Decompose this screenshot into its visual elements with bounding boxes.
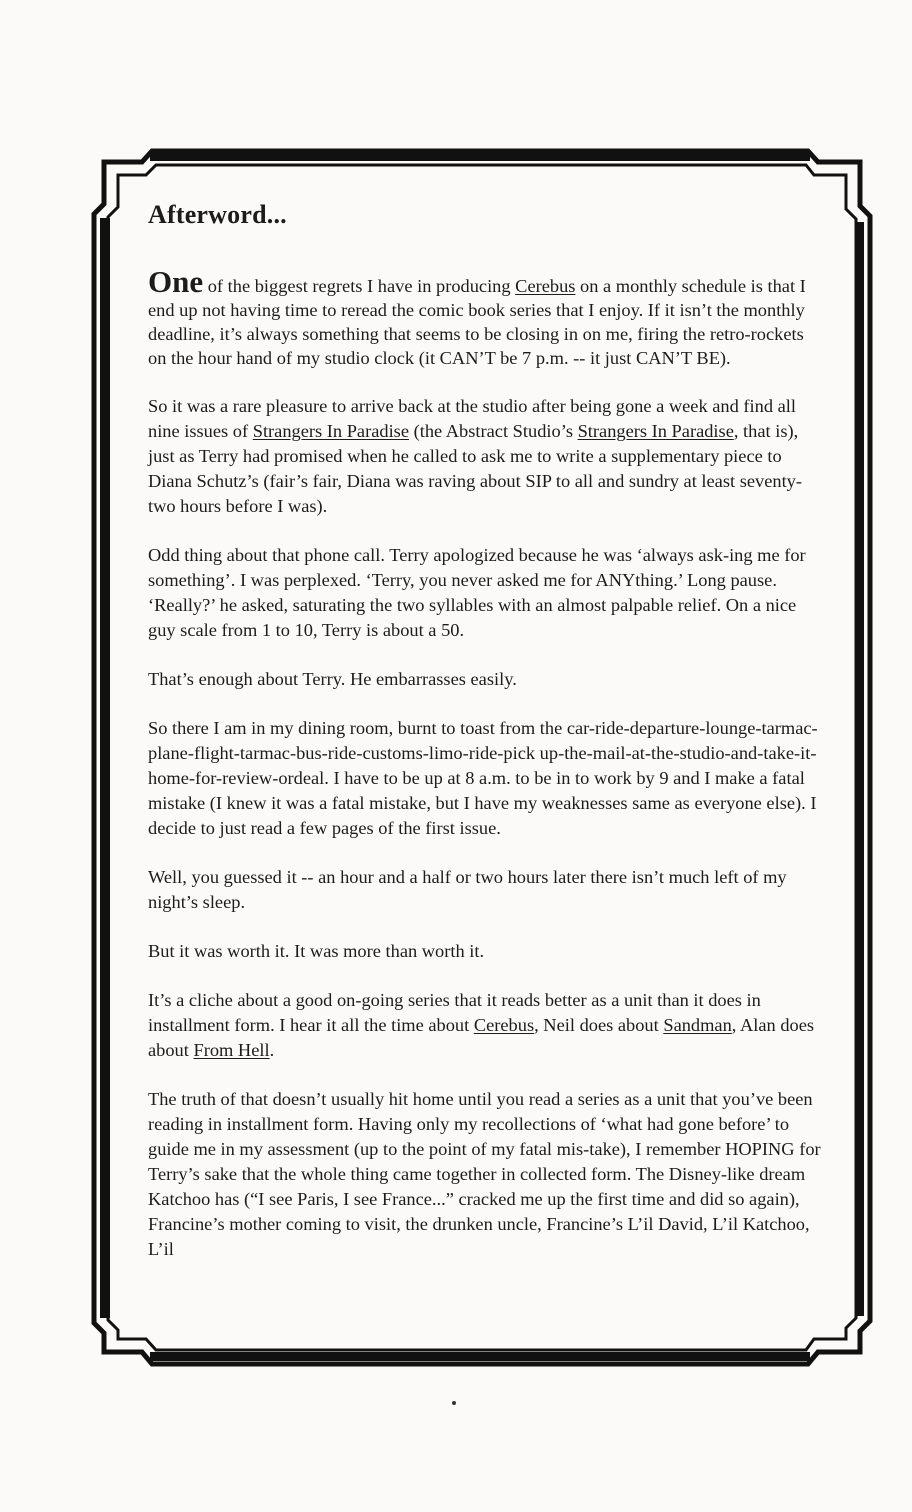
underlined-title: From Hell — [193, 1040, 270, 1060]
text-run: (the Abstract Studio’s — [409, 421, 578, 441]
text-run: , Alan does about — [148, 1015, 815, 1060]
paragraph — [148, 988, 826, 1063]
page-speck — [452, 1401, 456, 1405]
text-run: That’s enough about Terry. He embarrasses easily. — [148, 669, 517, 689]
afterword-body — [148, 264, 826, 1262]
text-run: , that is), just as Terry had promised when he called to ask me to write a supplementary piece to Diana Schutz’s (fair’s fair, Diana was raving about SIP to all and sundry at least seventy-two hours before I was). — [148, 421, 802, 516]
text-run: But it was worth it. It was more than worth it. — [148, 941, 485, 961]
paragraph — [148, 939, 826, 964]
text-run: The truth of that doesn’t usually hit home until you read a series as a unit that you’ve been reading in installment form. Having only my recollections of ‘what had gone before’ to guide me in my assessment (up to the point of my fatal mis-take), I remember HOPING for Terry’s sake that the whole thing came together in collected form. The Disney-like dream Katchoo has (“I see Paris, I see France...” cracked me up the first time and did so again), Francine’s mother coming to visit, the drunken uncle, Francine’s L’il David, L’il Katchoo, L’il — [148, 1089, 821, 1259]
paragraph — [148, 264, 826, 370]
underlined-title: Sandman — [663, 1015, 732, 1035]
paragraph — [148, 394, 826, 519]
text-run: So there I am in my dining room, burnt to toast from the car-ride-departure-lounge-tarmac-plane-flight-tarmac-bus-ride-customs-limo-ride-pick up-the-mail-at-the-studio-and-take-it-home-for-review-ordeal. I have to be up at 8 a.m. to be in to work by 9 and I make a fatal mistake (I knew it was a fatal mistake, but I have my weaknesses same as everyone else). I decide to just read a few pages of the first issue. — [148, 718, 818, 838]
underlined-title: Strangers In Paradise — [577, 421, 734, 441]
paragraph — [148, 1087, 826, 1262]
text-run: Well, you guessed it -- an hour and a half or two hours later there isn’t much left of my night’s sleep. — [148, 867, 787, 912]
underlined-title: Cerebus — [473, 1015, 535, 1035]
underlined-title: Cerebus — [515, 276, 576, 296]
text-run: . — [269, 1040, 275, 1060]
afterword-text-block — [148, 200, 826, 1286]
paragraph — [148, 716, 826, 841]
page-title: Afterword... — [148, 200, 287, 229]
paragraph — [148, 543, 826, 643]
lead-word: One — [148, 264, 204, 299]
text-run: of the biggest regrets I have in producing — [203, 276, 516, 296]
underlined-title: Strangers In Paradise — [252, 421, 409, 441]
text-run: Odd thing about that phone call. Terry apologized because he was ‘always ask-ing me for something’. I was perplexed. ‘Terry, you never asked me for ANYthing.’ Long pause. ‘Really?’ he asked, saturating the two syllables with an almost palpable relief. On a nice guy scale from 1 to 10, Terry is about a 50. — [148, 545, 806, 640]
text-run: So it was a rare pleasure to arrive back at the studio after being gone a week and find all nine issues of — [148, 396, 797, 441]
text-run: on a monthly schedule is that I end up not having time to reread the comic book series that I enjoy. If it isn’t the monthly deadline, it’s always something that seems to be closing in on me, firing the retro-rockets on the hour hand of my studio clock (it CAN’T be 7 p.m. -- it just CAN’T BE). — [148, 276, 806, 368]
paragraph — [148, 865, 826, 915]
text-run: It’s a cliche about a good on-going series that it reads better as a unit than it does in installment form. I hear it all the time about — [148, 990, 761, 1035]
text-run: , Neil does about — [534, 1015, 664, 1035]
paragraph — [148, 667, 826, 692]
